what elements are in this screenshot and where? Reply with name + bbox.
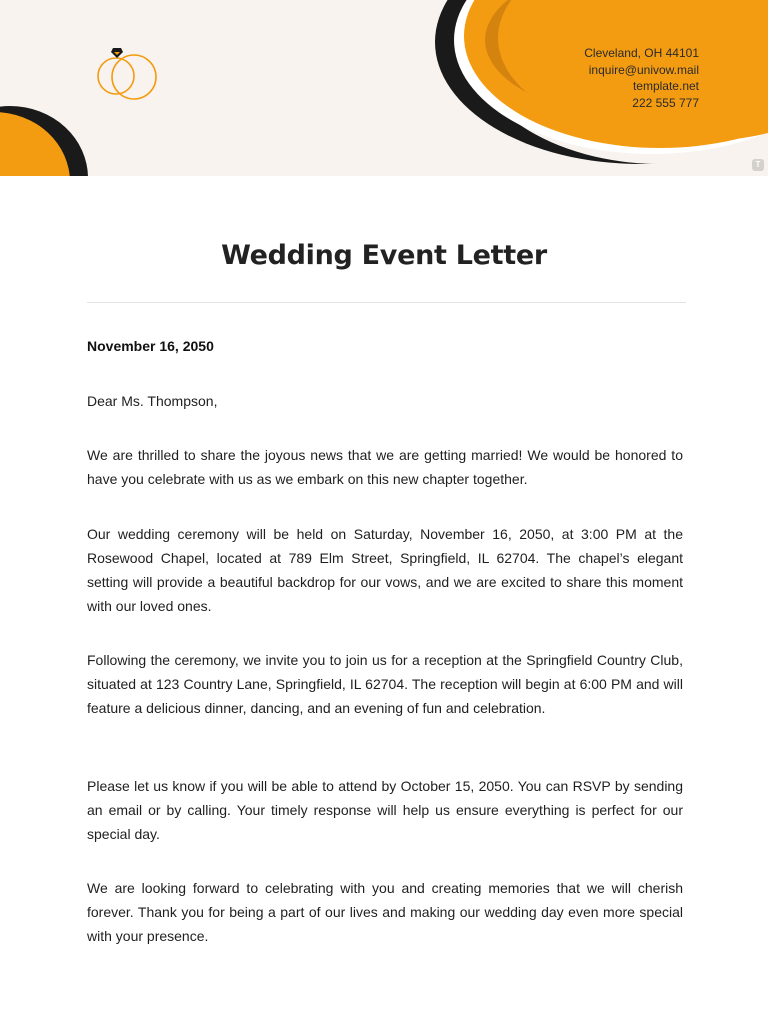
contact-block bbox=[584, 45, 699, 111]
contact-address: Cleveland, OH 44101 bbox=[584, 46, 699, 60]
letter-paragraph: Following the ceremony, we invite you to join us for a reception at the Springfield Country Club, situated at 123 Country Lane, Springfield, IL 62704. The reception will begin at 6:00 PM and will feature a delicious dinner, dancing, and an evening of fun and celebration. bbox=[87, 652, 683, 716]
contact-phone: 222 555 777 bbox=[632, 95, 699, 110]
rings-logo-icon bbox=[94, 40, 160, 100]
letter-greeting: Dear Ms. Thompson, bbox=[87, 393, 218, 409]
letter-paragraph: Our wedding ceremony will be held on Saturday, November 16, 2050, at 3:00 PM at the Rosewood Chapel, located at 789 Elm Street, Springfield, IL 62704. The chapel’s elegant setting will provide a beautiful backdrop for our vows, and we are excited to share this moment with our loved ones. bbox=[87, 526, 683, 614]
letter-date: November 16, 2050 bbox=[87, 338, 214, 354]
letter-paragraph: Please let us know if you will be able to attend by October 15, 2050. You can RSVP by sending an email or by calling. Your timely response will help us ensure everything is perfect for our special day. bbox=[87, 778, 683, 842]
contact-website[interactable]: template.net bbox=[632, 79, 699, 93]
letter-paragraph: We are looking forward to celebrating with you and creating memories that we will cherish forever. Thank you for being a part of our lives and making our wedding day even more special with your presence. bbox=[87, 880, 683, 944]
title-divider bbox=[87, 302, 686, 303]
letterhead bbox=[0, 0, 768, 176]
contact-email[interactable]: inquire@univow.mail bbox=[588, 62, 699, 77]
letter-paragraph: We are thrilled to share the joyous news that we are getting married! We would be honored to have you celebrate with us as we embark on this new chapter together. bbox=[87, 447, 683, 487]
template-badge-icon: T bbox=[752, 159, 764, 171]
letter-title: Wedding Event Letter bbox=[221, 240, 547, 271]
